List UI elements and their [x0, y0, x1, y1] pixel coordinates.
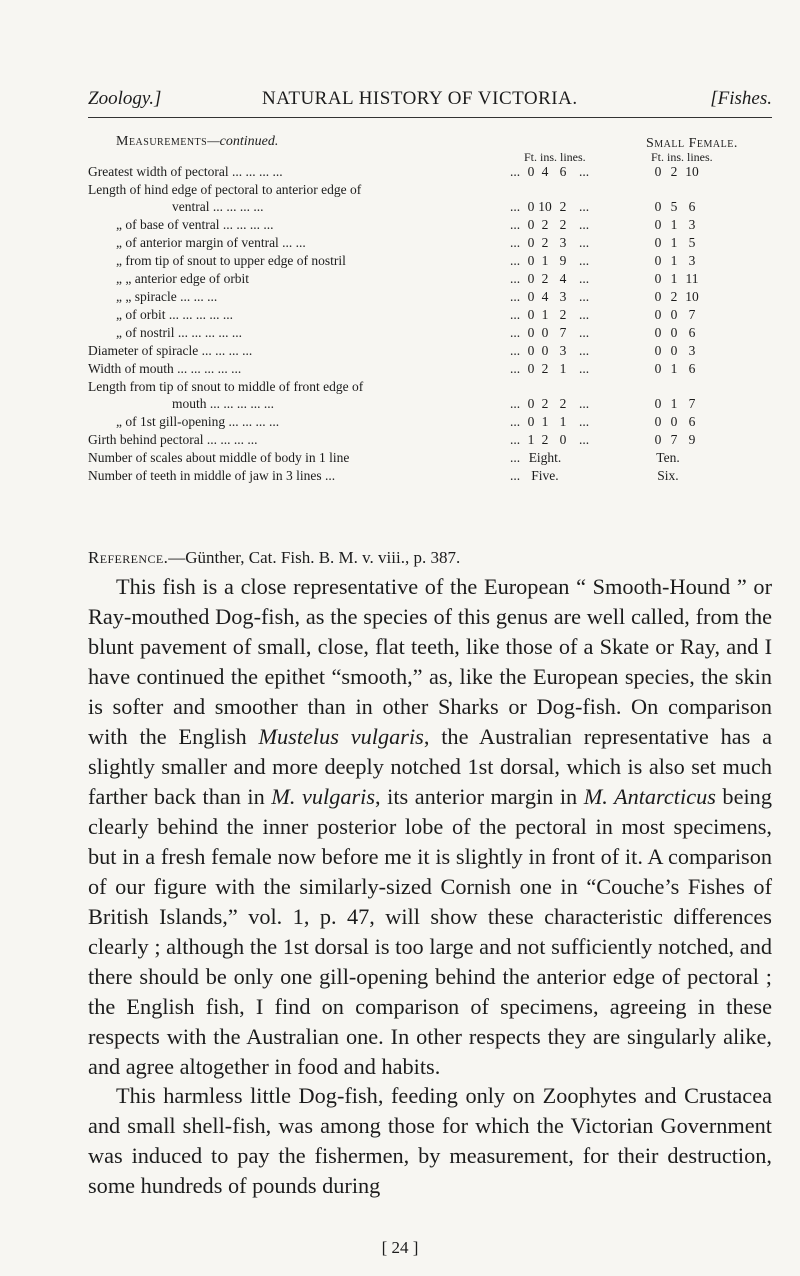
leader-dots: ... — [579, 164, 590, 179]
table-row — [88, 379, 772, 397]
value-adult: 1 — [559, 414, 567, 429]
value-small-female: 0 — [654, 164, 662, 179]
value-small-female: 3 — [688, 217, 696, 232]
reference-line: Reference.—Günther, Cat. Fish. B. M. v. viii., p. 387. — [88, 548, 461, 567]
value-small-female: 3 — [688, 343, 696, 358]
value-adult: 0 — [559, 432, 567, 447]
leader-dots: ... — [579, 289, 590, 304]
value-adult: 0 — [527, 271, 535, 286]
value-adult: 0 — [527, 396, 535, 411]
value-adult: 1 — [527, 432, 535, 447]
value-adult: 2 — [541, 235, 549, 250]
leader-dots: ... — [579, 235, 590, 250]
leader-dots: ... — [510, 414, 521, 429]
value-small-female: 1 — [670, 361, 678, 376]
leader-dots: ... — [510, 164, 521, 179]
value-small-female: 9 — [688, 432, 696, 447]
value-adult: 0 — [527, 164, 535, 179]
table-row — [88, 217, 772, 235]
row-label: „ of orbit ... ... ... ... ... — [116, 307, 233, 322]
leader-dots: ... — [510, 432, 521, 447]
units-header-col2: Ft. ins. lines. — [651, 150, 713, 164]
leader-dots: ... — [510, 361, 521, 376]
value-adult: 0 — [527, 199, 535, 214]
value-small-female: 0 — [654, 289, 662, 304]
value-small-female: 0 — [654, 217, 662, 232]
value-small-female: 1 — [670, 217, 678, 232]
row-label: Length of hind edge of pectoral to anterior edge of — [88, 182, 362, 197]
value-adult: 3 — [559, 343, 567, 358]
value-adult: 1 — [541, 253, 549, 268]
row-label: „ of base of ventral ... ... ... ... — [116, 217, 274, 232]
value-adult: 9 — [559, 253, 567, 268]
value-small-female: 0 — [654, 271, 662, 286]
row-label: „ „ anterior edge of orbit — [116, 271, 250, 286]
leader-dots: ... — [510, 325, 521, 340]
table-row — [88, 235, 772, 253]
leader-dots: ... — [579, 396, 590, 411]
leader-dots: ... — [510, 343, 521, 358]
value-adult: 0 — [527, 217, 535, 232]
leader-dots: ... — [510, 199, 521, 214]
table-row — [88, 182, 772, 200]
value-adult: 0 — [527, 414, 535, 429]
row-label: „ „ spiracle ... ... ... — [116, 289, 218, 304]
row-label: „ of anterior margin of ventral ... ... — [116, 235, 306, 250]
leader-dots: ... — [510, 289, 521, 304]
header-rule — [88, 117, 772, 118]
row-label: Number of teeth in middle of jaw in 3 lines ... — [88, 468, 336, 483]
value-small-female: Ten. — [656, 450, 680, 465]
table-row — [88, 289, 772, 307]
leader-dots: ... — [510, 307, 521, 322]
measurements-title: Measurements—continued. — [116, 134, 279, 149]
value-small-female: 1 — [670, 235, 678, 250]
row-label: „ of nostril ... ... ... ... ... — [116, 325, 242, 340]
value-small-female: 2 — [670, 164, 678, 179]
leader-dots: ... — [510, 271, 521, 286]
value-small-female: 0 — [670, 414, 678, 429]
value-small-female: 0 — [654, 432, 662, 447]
value-small-female: 0 — [654, 235, 662, 250]
value-adult: 0 — [541, 325, 549, 340]
value-small-female: 0 — [654, 396, 662, 411]
leader-dots: ... — [510, 468, 521, 483]
value-adult: 1 — [559, 361, 567, 376]
row-label: Diameter of spiracle ... ... ... ... — [88, 343, 253, 358]
leader-dots: ... — [579, 253, 590, 268]
value-small-female: 0 — [654, 199, 662, 214]
value-small-female: 1 — [670, 253, 678, 268]
value-adult: 7 — [559, 325, 567, 340]
leader-dots: ... — [510, 235, 521, 250]
leader-dots: ... — [510, 450, 521, 465]
value-adult: Five. — [531, 468, 559, 483]
value-adult: 0 — [527, 361, 535, 376]
table-row — [88, 432, 772, 450]
value-small-female: 0 — [654, 325, 662, 340]
units-header-col1: Ft. ins. lines. — [524, 150, 586, 164]
value-adult: 4 — [559, 271, 567, 286]
value-adult: 4 — [541, 164, 549, 179]
value-small-female: 10 — [685, 164, 699, 179]
row-label: Width of mouth ... ... ... ... ... — [88, 361, 242, 376]
table-row — [88, 199, 772, 217]
value-adult: 2 — [541, 396, 549, 411]
paragraph-1: This fish is a close representative of the European “ Smooth-Hound ” or Ray-mouthed Dog-fish, as the species of this genus are well called, from the blunt pavement of small, close, flat teeth, like those of a Skate or Ray, and I have continued the epithet “smooth,” as, like the European species, the skin is softer and smoother than in other Sharks or Dog-fish. On comparison with the English Mustelus vulgaris, the Australian representative has a slightly smaller and more deeply notched 1st dorsal, which is also set much farther back than in M. vulgaris, its anterior margin in M. Antarcticus being clearly behind the inner posterior lobe of the pectoral in most specimens, but in a fresh female now before me it is slightly in front of it. A comparison of our figure with the similarly-sized Cornish one in “Couche’s Fishes of British Islands,” vol. 1, p. 47, will show these characteristic differences clearly ; although the 1st dorsal is too large and not sufficiently notched, and there should be only one gill-opening behind the anterior edge of pectoral ; the English fish, I find on comparison of specimens, agreeing in these respects with the Australian one. In other respects they are singularly alike, and agree altogether in food and habits. — [88, 574, 772, 1079]
page-number: [ 24 ] — [381, 1238, 419, 1257]
value-small-female: 10 — [685, 289, 699, 304]
value-adult: 6 — [559, 164, 567, 179]
value-small-female: 6 — [688, 414, 696, 429]
value-adult: 1 — [541, 307, 549, 322]
table-row — [88, 307, 772, 325]
leader-dots: ... — [579, 361, 590, 376]
value-small-female: 6 — [688, 199, 696, 214]
table-row — [88, 325, 772, 343]
value-small-female: 1 — [670, 271, 678, 286]
header-section-left: Zoology.] — [88, 88, 162, 109]
table-row — [88, 468, 772, 486]
value-small-female: 5 — [688, 235, 696, 250]
value-adult: 2 — [559, 396, 567, 411]
value-adult: 1 — [541, 414, 549, 429]
value-adult: 2 — [541, 271, 549, 286]
table-row — [88, 164, 772, 182]
leader-dots: ... — [510, 253, 521, 268]
leader-dots: ... — [579, 217, 590, 232]
row-label: Girth behind pectoral ... ... ... ... — [88, 432, 258, 447]
value-small-female: 0 — [654, 361, 662, 376]
value-small-female: 5 — [670, 199, 678, 214]
value-small-female: 0 — [654, 307, 662, 322]
row-label: „ of 1st gill-opening ... ... ... ... — [116, 414, 280, 429]
value-small-female: 0 — [654, 343, 662, 358]
row-label: mouth ... ... ... ... ... — [172, 396, 275, 411]
value-adult: 0 — [527, 235, 535, 250]
value-small-female: 7 — [670, 432, 678, 447]
value-adult: 0 — [527, 253, 535, 268]
row-label: ventral ... ... ... ... — [172, 199, 264, 214]
value-adult: 0 — [527, 343, 535, 358]
value-small-female: Six. — [657, 468, 679, 483]
value-small-female: 11 — [685, 271, 699, 286]
value-adult: Eight. — [528, 450, 562, 465]
value-adult: 2 — [541, 217, 549, 232]
value-adult: 2 — [559, 217, 567, 232]
table-row — [88, 271, 772, 289]
value-adult: 2 — [559, 307, 567, 322]
paragraph-2: This harmless little Dog-fish, feeding only on Zoophytes and Crustacea and small shell-fish, was among those for which the Victorian Government was induced to pay the fishermen, by measurement, for their destruction, some hundreds of pounds during — [88, 1083, 772, 1198]
value-small-female: 0 — [670, 325, 678, 340]
value-adult: 0 — [527, 325, 535, 340]
leader-dots: ... — [579, 432, 590, 447]
value-adult: 0 — [541, 343, 549, 358]
leader-dots: ... — [579, 271, 590, 286]
value-adult: 2 — [541, 432, 549, 447]
value-adult: 0 — [527, 289, 535, 304]
leader-dots: ... — [510, 396, 521, 411]
value-small-female: 0 — [670, 343, 678, 358]
running-header — [88, 88, 772, 114]
table-row — [88, 343, 772, 361]
value-adult: 2 — [559, 199, 567, 214]
leader-dots: ... — [579, 343, 590, 358]
value-adult: 0 — [527, 307, 535, 322]
value-adult: 2 — [541, 361, 549, 376]
table-row — [88, 414, 772, 432]
leader-dots: ... — [579, 307, 590, 322]
table-row — [88, 396, 772, 414]
table-row — [88, 253, 772, 271]
value-small-female: 0 — [670, 307, 678, 322]
value-small-female: 6 — [688, 361, 696, 376]
value-adult: 10 — [538, 199, 552, 214]
row-label: „ from tip of snout to upper edge of nostril — [116, 253, 346, 268]
leader-dots: ... — [510, 217, 521, 232]
value-small-female: 1 — [670, 396, 678, 411]
value-adult: 4 — [541, 289, 549, 304]
value-small-female: 6 — [688, 325, 696, 340]
value-small-female: 0 — [654, 414, 662, 429]
row-label: Length from tip of snout to middle of front edge of — [88, 379, 364, 394]
table-row — [88, 361, 772, 379]
row-label: Number of scales about middle of body in 1 line — [88, 450, 350, 465]
leader-dots: ... — [579, 199, 590, 214]
value-small-female: 3 — [688, 253, 696, 268]
leader-dots: ... — [579, 325, 590, 340]
value-small-female: 7 — [688, 307, 696, 322]
value-small-female: 7 — [688, 396, 696, 411]
header-title: NATURAL HISTORY OF VICTORIA. — [262, 88, 578, 109]
header-section-right: [Fishes. — [710, 88, 772, 109]
leader-dots: ... — [579, 414, 590, 429]
value-small-female: 0 — [654, 253, 662, 268]
value-small-female: 2 — [670, 289, 678, 304]
value-adult: 3 — [559, 235, 567, 250]
small-female-heading: Small Female. — [646, 136, 738, 151]
table-row — [88, 450, 772, 468]
value-adult: 3 — [559, 289, 567, 304]
row-label: Greatest width of pectoral ... ... ... ... — [88, 164, 283, 179]
